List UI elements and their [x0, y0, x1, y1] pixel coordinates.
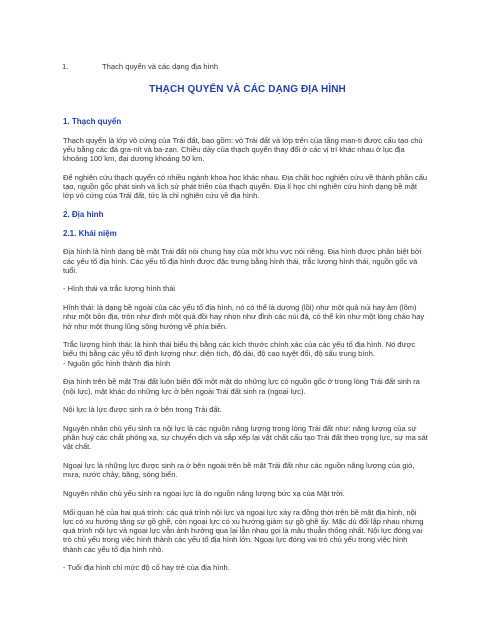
document-body — [63, 117, 428, 582]
heading-khai-niem: 2.1. Khái niệm — [63, 228, 117, 238]
heading-thach-quyen: 1. Thạch quyển — [63, 117, 122, 126]
paragraph: Địa hình là hình dạng bề mặt Trái đất nói chung hay của một khu vực nói riêng. Địa hình được phân biệt bởi các yếu tố địa hình. Các yếu tố địa hình được đặc trưng bằng hình thái, trắc lượng hình thái, nguồn gốc và tuổi. — [63, 247, 422, 275]
paragraph: Địa hình trên bề mặt Trái đất luôn biến đổi một mặt do những lực có nguồn gốc ở trong lòng Trái đất sinh ra (nội lực), mặt khác do những lực ở bên ngoài Trái đất sinh ra (ngoại lực). — [63, 377, 420, 396]
paragraph: - Tuổi địa hình chỉ mức độ cổ hay trẻ của địa hình. — [63, 563, 230, 573]
paragraph: Nguyên nhân chủ yếu sinh ra nội lực là các nguồn năng lượng trong lòng Trái đất như: năng lượng của sự phân huỷ các chất phóng xạ, sự chuyển dịch và sắp xếp lại vật chất cấu tạo Trái đất theo trọng lực, sự ma sát vật chất. — [63, 423, 428, 452]
heading-dia-hinh: 2. Địa hình — [63, 209, 104, 219]
paragraph: Nguyên nhân chủ yếu sinh ra ngoại lực là do nguồn năng lượng bức xạ của Mặt trời. — [63, 488, 345, 498]
paragraph: - Nguồn gốc hình thành địa hình — [63, 358, 171, 368]
paragraph: Để nghiên cứu thạch quyển có nhiều ngành khoa học khác nhau. Địa chất học nghiên cứu về thành phần cấu tạo, nguồn gốc phát sinh và lịch sử phát triển của thạch quyển. Địa lí học chỉ nghiên cứu hình dạng bề mặt lớp vỏ cứng của Trái đất, tức là chỉ nghiên cứu về địa hình. — [63, 172, 428, 201]
paragraph: Nội lực là lực được sinh ra ở bên trong Trái đất. — [63, 405, 222, 415]
toc-label: Thạch quyển và các dạng địa hình — [102, 62, 219, 71]
paragraph — [63, 340, 428, 358]
document-title: THẠCH QUYỂN VÀ CÁC DẠNG ĐỊA HÌNH — [149, 84, 346, 95]
toc-number: 1. — [62, 62, 69, 71]
toc-entry[interactable] — [62, 62, 218, 71]
paragraph-text: Trắc lượng hình thái: là hình thái biểu thị bằng các kích thước chính xác của các yếu tố địa hình. Nó được biểu thị bằng các yếu tố định lượng như: diện tích, độ dài, độ cao tuyệt đối, độ sâu trung bình. — [63, 340, 416, 359]
paragraph: Mối quan hệ của hai quá trình: các quá trình nội lực và ngoại lực xảy ra đồng thời trên bề mặt địa hình, nội lực có xu hướng tăng sự gồ ghề, còn ngoại lực có xu hướng giảm sự gồ ghề ấy. Mặc dù đối lập nhau nhưng quá trình nội lực và ngoại lực vẫn ảnh hưởng qua lại lẫn nhau gọi là mâu thuẫn thống nhất. Nội lực đóng vai trò chủ yếu trong việc hình thành các yếu tố địa hình lớn. Ngoại lực đóng vai trò chủ yếu trong việc hình thành các yếu tố địa hình nhỏ. — [63, 507, 424, 554]
paragraph: - Hình thái và trắc lượng hình thái — [63, 284, 176, 294]
paragraph: Thạch quyển là lớp vỏ cứng của Trái đất, bao gồm: vỏ Trái đất và lớp trên của tầng man-ti được cấu tạo chủ yếu bằng các đá gra-nít và ba-zan. Chiều dày của thạch quyển thay đổi ở các vị trí khác nhau ở lục địa khoảng 100 km, đại dương khoảng 50 km. — [63, 135, 423, 164]
paragraph: Hình thái: là dạng bề ngoài của các yếu tố địa hình, nó có thể là dương (lồi) như một quả núi hay âm (lõm) như một bồn địa, tròn như đỉnh một quả đồi hay nhọn như đỉnh các núi đá, có thể kín như một lòng chảo hay hở như một thung lũng sông hướng về phía biển. — [63, 303, 425, 331]
paragraph: Ngoại lực là những lực được sinh ra ở bên ngoài trên bề mặt Trái đất như các nguồn năng lượng của gió, mưa, nước chảy, băng, sóng biển. — [63, 461, 415, 480]
